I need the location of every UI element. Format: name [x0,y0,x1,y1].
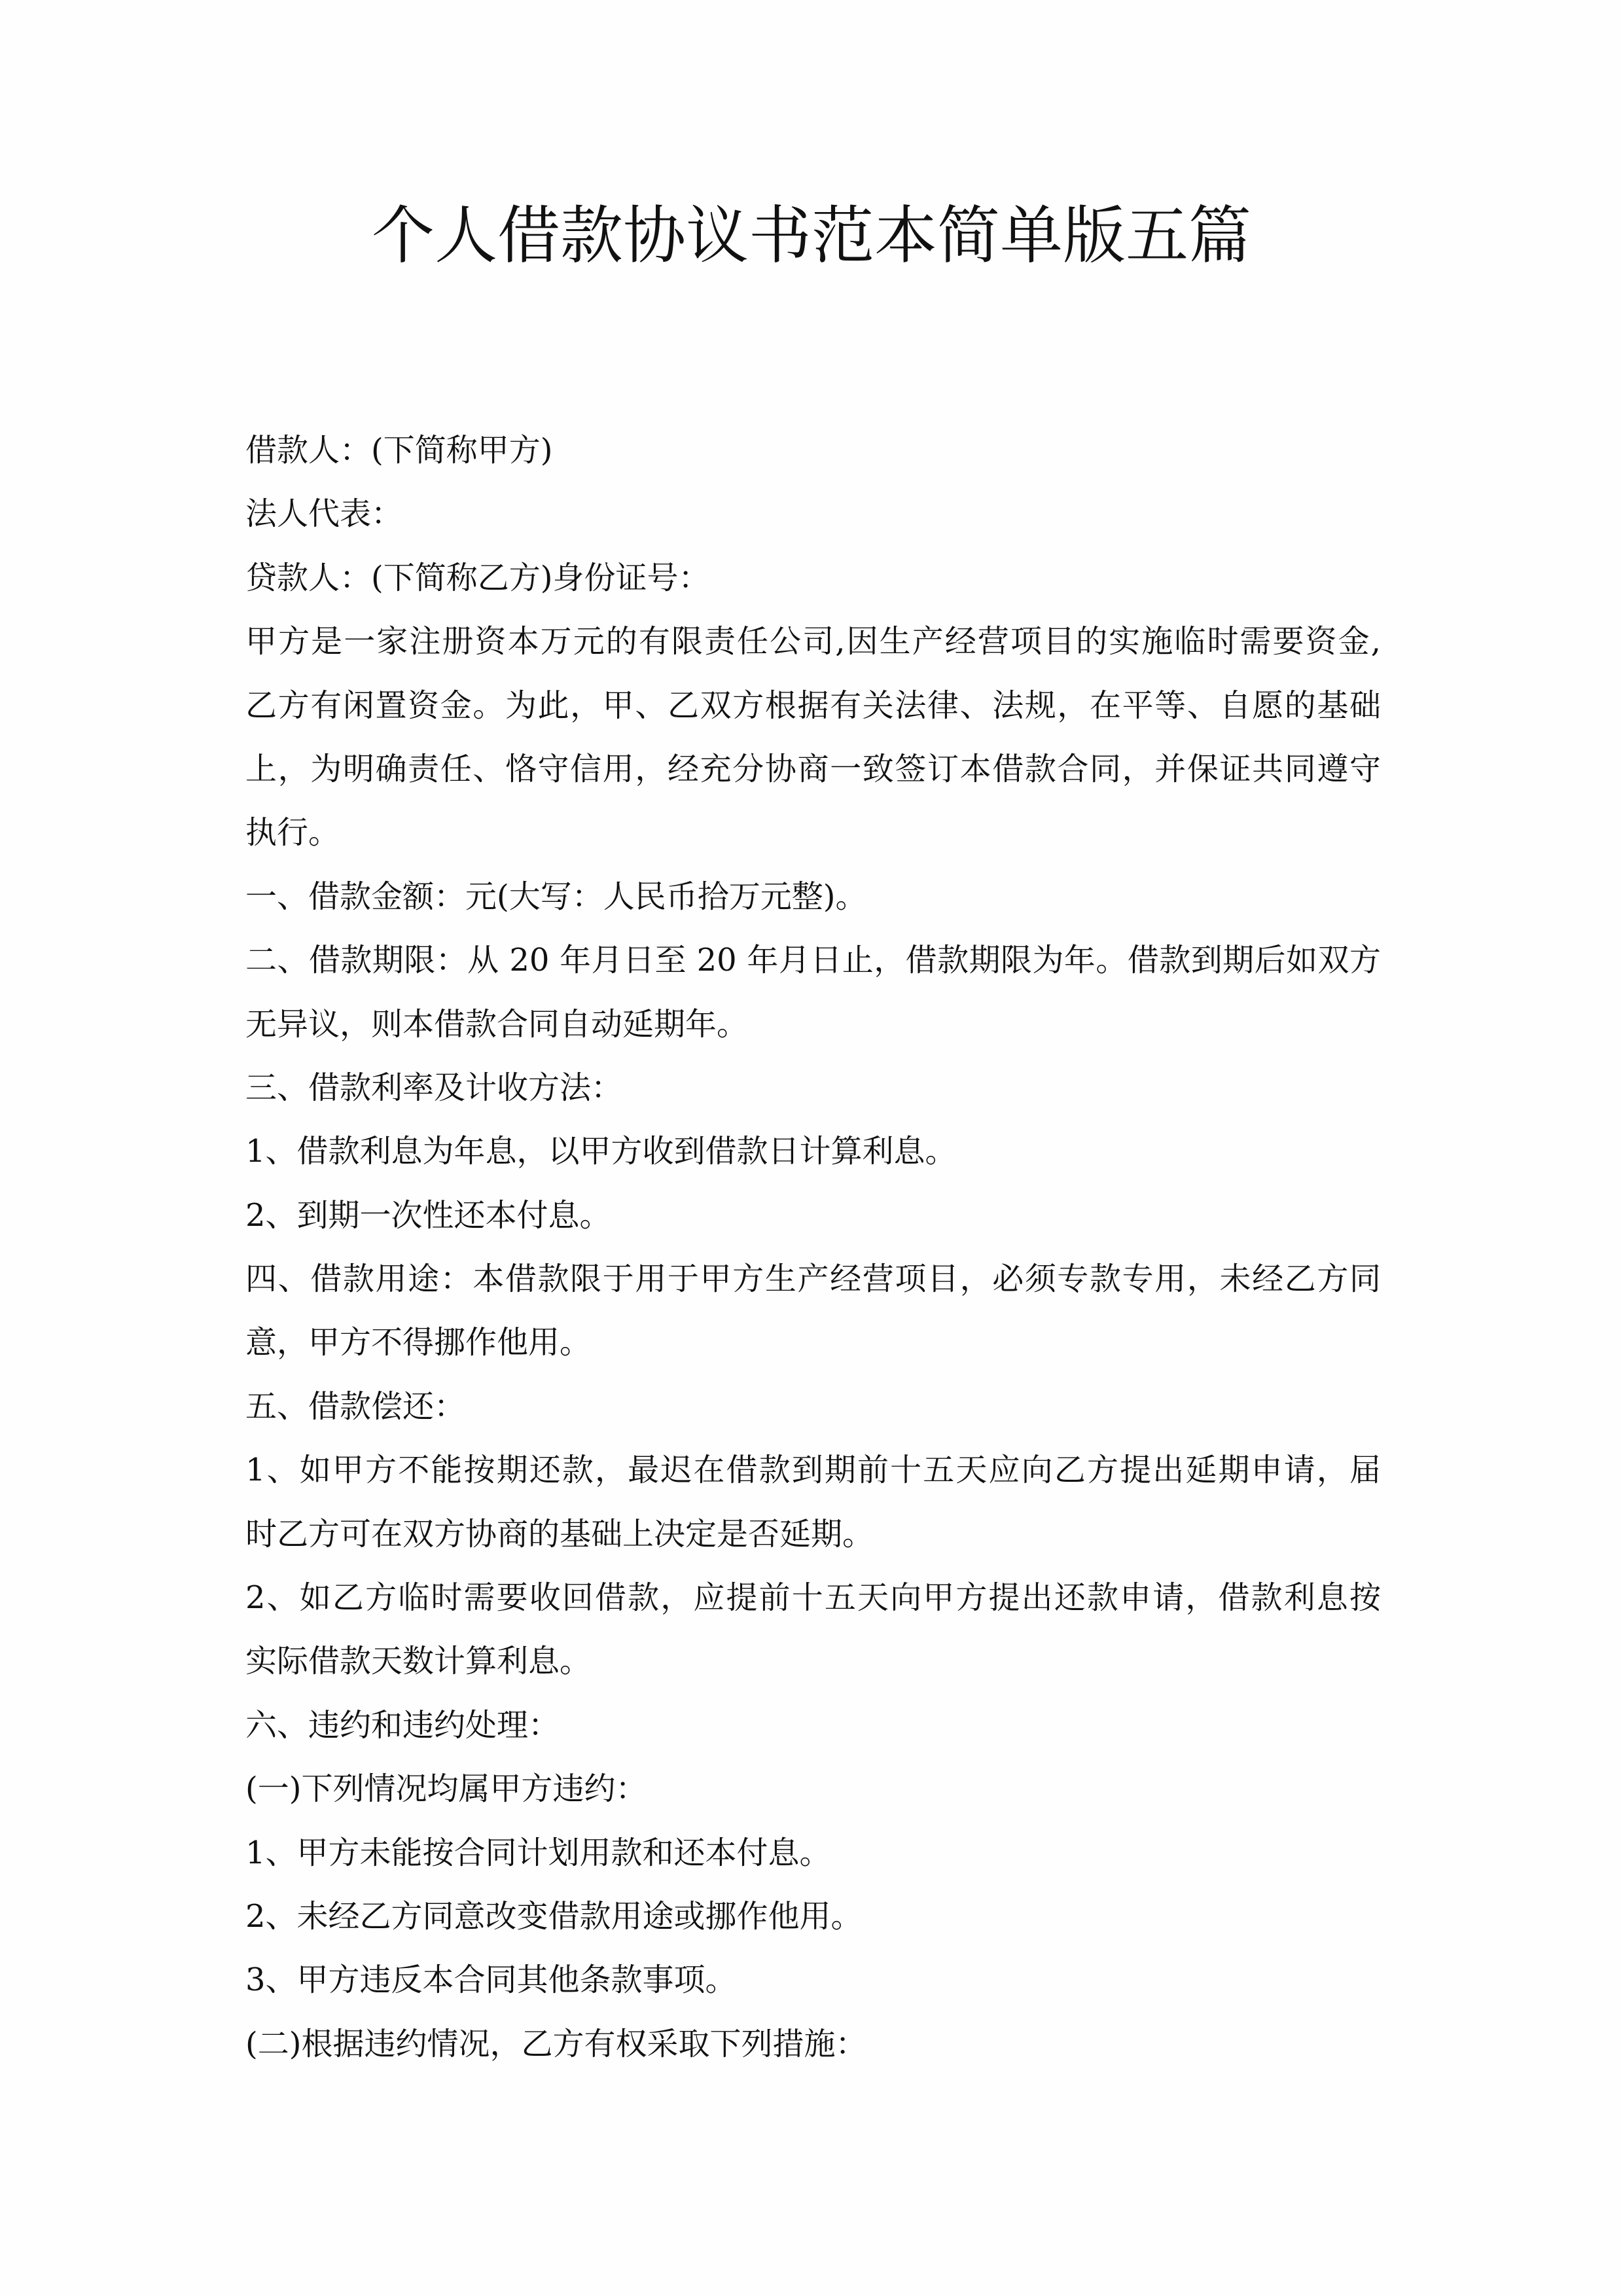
line-legal-representative: 法人代表： [245,495,403,533]
clause-3-interest-heading: 三、借款利率及计收方法： [245,1069,623,1106]
clause-4-purpose-2: 意，甲方不得挪作他用。 [245,1324,592,1361]
clause-5-item-2a: 2、如乙方临时需要收回借款，应提前十五天向甲方提出还款申请，借款利息按 [245,1579,1381,1617]
clause-2-term-1: 二、借款期限：从 20 年月日至 20 年月日止，借款期限为年。借款到期后如双方 [245,942,1381,979]
line-preamble-4: 执行。 [245,814,340,852]
clause-3-item-2: 2、到期一次性还本付息。 [245,1196,611,1234]
line-borrower: 借款人：(下简称甲方) [245,432,553,469]
line-preamble-2: 乙方有闲置资金。为此，甲、乙双方根据有关法律、法规，在平等、自愿的基础 [245,687,1381,724]
document-body [245,419,1381,2076]
clause-3-item-1: 1、借款利息为年息，以甲方收到借款日计算利息。 [245,1133,957,1170]
clause-1-amount: 一、借款金额：元(大写：人民币拾万元整)。 [245,878,867,915]
document-title: 个人借款协议书范本简单版五篇 [372,199,1251,272]
line-lender: 贷款人：(下简称乙方)身份证号： [245,559,710,596]
clause-6-breach-heading: 六、违约和违约处理： [245,1706,560,1744]
line-preamble-1: 甲方是一家注册资本万元的有限责任公司,因生产经营项目的实施临时需要资金, [245,623,1381,660]
clause-6-sub-1-item-2: 2、未经乙方同意改变借款用途或挪作他用。 [245,1897,863,1935]
clause-5-item-2b: 实际借款天数计算利息。 [245,1643,592,1680]
clause-6-sub-1-heading: (一)下列情况均属甲方违约： [245,1770,647,1808]
clause-2-term-2: 无异议，则本借款合同自动延期年。 [245,1005,749,1043]
line-preamble-3: 上，为明确责任、恪守信用，经充分协商一致签订本借款合同，并保证共同遵守 [245,750,1381,787]
clause-5-item-1a: 1、如甲方不能按期还款，最迟在借款到期前十五天应向乙方提出延期申请，届 [245,1452,1381,1489]
clause-4-purpose-1: 四、借款用途：本借款限于用于甲方生产经营项目，必须专款专用，未经乙方同 [245,1261,1381,1298]
clause-6-sub-1-item-1: 1、甲方未能按合同计划用款和还本付息。 [245,1834,831,1871]
clause-5-repayment-heading: 五、借款偿还： [245,1388,466,1425]
clause-6-sub-2-heading: (二)根据违约情况，乙方有权采取下列措施： [245,2025,867,2062]
clause-6-sub-1-item-3: 3、甲方违反本合同其他条款事项。 [245,1962,737,1999]
clause-5-item-1b: 时乙方可在双方协商的基础上决定是否延期。 [245,1515,874,1552]
